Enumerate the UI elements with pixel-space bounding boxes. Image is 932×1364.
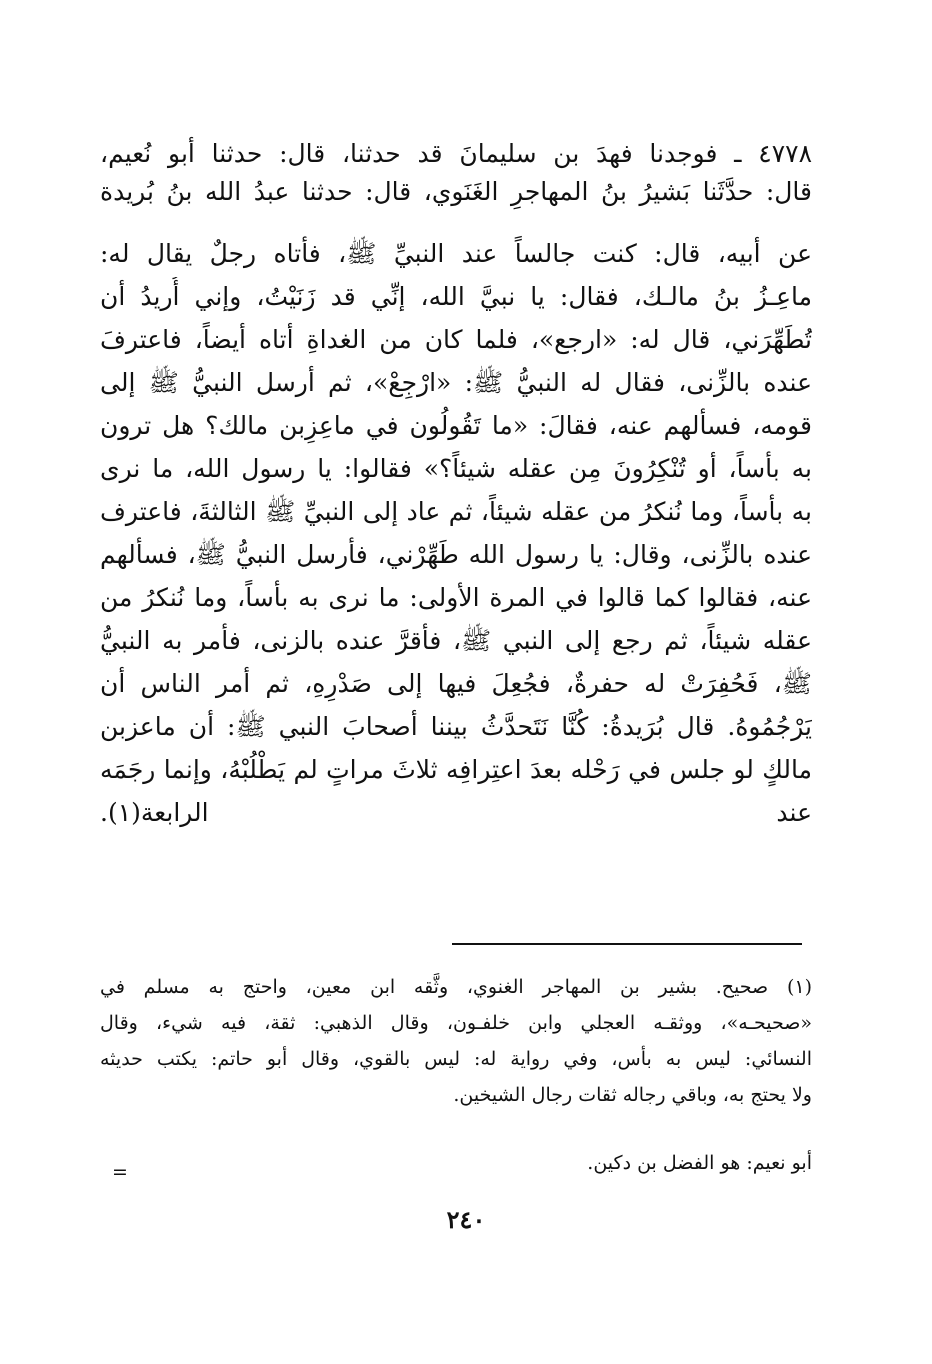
body-line-11: ﷺ، فَحُفِرَتْ له حفرةٌ، فجُعِلَ فيها إلى صَدْرِهِ، ثم أمر الناس أن [100, 669, 812, 698]
footnote-line-3: النسائي: ليس به بأس، وفي رواية له: ليس بالقوي، وقال أبو حاتم: يكتب حديثه [100, 1048, 812, 1070]
body-line-6: به بأساً، أو تُنْكِرُونَ مِن عقله شيئاً؟» فقالوا: يا رسول الله، ما نرى [100, 454, 812, 483]
footnote-line-4: ولا يحتج به، وباقي رجاله ثقات رجال الشيخين. [453, 1084, 812, 1106]
body-line-5: قومه، فسألهم عنه، فقالَ: «ما تَقُولُون في ماعِزِبن مالك؟ هل ترون [100, 411, 812, 440]
hadith-header-line-1: ٤٧٧٨ ـ فوجدنا فهدَ بن سليمانَ قد حدثنا، قال: حدثنا أبو نُعيم، [100, 139, 812, 168]
body-line-12: يَرْجُمُوهُ. قال بُرَيدةُ: كُنَّا نَتَحدَّثُ بيننا أصحابَ النبي ﷺ: أن ماعزبن [100, 712, 812, 741]
body-line-14: عند الرابعة(١). [100, 798, 812, 827]
body-line-2: ماعِـزُ بنُ مالـك، فقال: يا نبيَّ الله، إنِّي قد زَنَيْتُ، وإني أُريدُ أن [100, 282, 812, 311]
body-line-15 [100, 851, 812, 891]
body-line-10: عقله شيئاً، ثم رجع إلى النبي ﷺ، فأقرَّ عنده بالزنى، فأمر به النبيُّ [100, 626, 812, 655]
footnote-line-1: (١) صحيح. بشير بن المهاجر الغنوي، وثَّقه ابن معين، واحتج به مسلم في [100, 976, 812, 998]
body-line-3: تُطَهِّرَني، قال له: «ارجع»، فلما كان من الغداةِ أتاه أيضاً، فاعترفَ [100, 325, 812, 354]
footnote-line-5: أبو نعيم: هو الفضل بن دكين. [587, 1152, 812, 1174]
body-line-1: عن أبيه، قال: كنت جالساً عند النبيِّ ﷺ، فأتاه رجلٌ يقال له: [100, 239, 812, 268]
body-line-4: عنده بالزِّنى، فقال له النبيُّ ﷺ: «ارْجِعْ»، ثم أرسل النبيُّ ﷺ إلى [100, 368, 812, 397]
continuation-mark: = [112, 1161, 128, 1183]
page-number: ٢٤٠ [446, 1205, 486, 1234]
hadith-header-line-2: قال: حدَّثَنا بَشيرُ بنُ المهاجرِ الغَنَوي، قال: حدثنا عبدُ الله بنُ بُريدة [100, 177, 812, 206]
footnote-separator [452, 943, 802, 945]
body-line-7: به بأساً، وما نُنكرُ من عقله شيئاً، ثم عاد إلى النبيِّ ﷺ الثالثةَ، فاعترف [100, 497, 812, 526]
body-line-13: مالكٍ لو جلس في رَحْله بعدَ اعتِرافِه ثلاثَ مراتٍ لم يَطْلُبْهُ، وإنما رجَمَه [100, 755, 812, 784]
body-line-9: عنه، فقالوا كما قالوا في المرة الأولى: ما نرى به بأساً، وما نُنكرُ من [100, 583, 812, 612]
footnote-line-2: «صحيحـه»، ووثقـه العجلي وابن خلفـون، وقال الذهبي: ثقة، فيه شيء، وقال [100, 1012, 812, 1034]
body-line-8: عنده بالزِّنى، وقال: يا رسول الله طَهِّرْني، فأرسل النبيُّ ﷺ، فسألهم [100, 540, 812, 569]
